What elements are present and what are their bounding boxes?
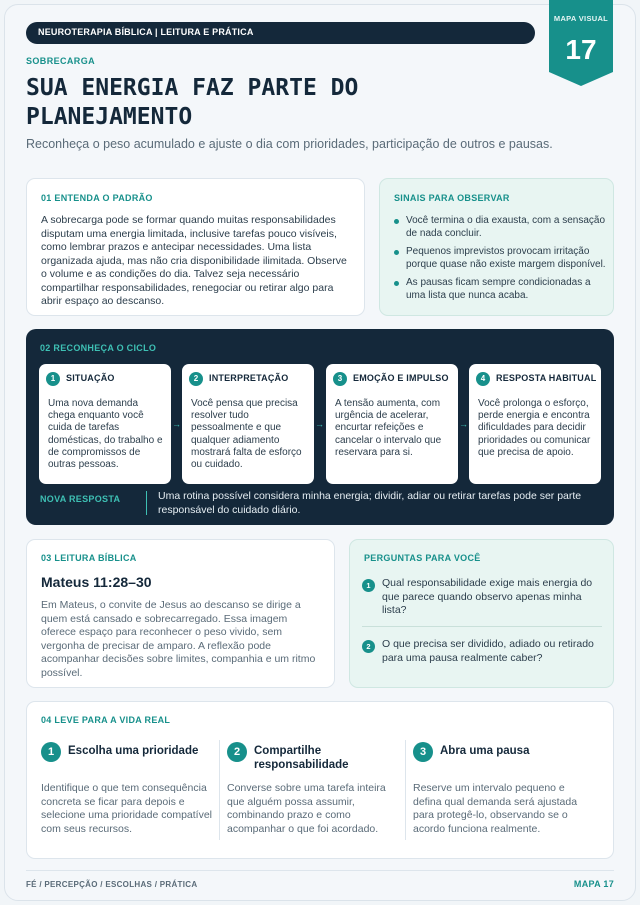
new-response-text: Uma rotina possível considera minha energia; dividir, adiar ou retirar tarefas pode ser parte responsável do cuidado diário.	[158, 490, 582, 516]
bullet-dot-icon	[394, 219, 399, 224]
step-text: Você prolonga o esforço, perde energia e encontra dificuldades para decidir prioridades ou comunicar que precisa de apoio.	[478, 398, 591, 458]
bullet-dot-icon	[394, 281, 399, 286]
cycle-panel	[26, 329, 614, 525]
signs-item: Pequenos imprevistos provocam irritação porque quase não existe margem disponível.	[394, 246, 606, 271]
practice-title: 04 LEVE PARA A VIDA REAL	[41, 715, 171, 725]
arrow-right-icon: →	[459, 419, 468, 429]
step-number: 1	[46, 372, 60, 386]
badge-number: 17	[565, 34, 597, 65]
cycle-step-interpretation	[182, 364, 314, 484]
footer-divider	[26, 870, 614, 871]
new-response-label: NOVA RESPOSTA	[40, 494, 121, 504]
question-text: O que precisa ser dividido, adiado ou retirado para uma pausa realmente caber?	[382, 638, 594, 664]
reading-card	[26, 539, 335, 688]
action-divider	[405, 740, 406, 840]
cycle-step-emotion	[326, 364, 458, 484]
signs-list	[394, 215, 606, 309]
kicker: SOBRECARGA	[26, 56, 96, 66]
arrow-right-icon: →	[315, 419, 324, 429]
cycle-step-situation	[39, 364, 171, 484]
footer-tags: FÉ / PERCEPÇÃO / ESCOLHAS / PRÁTICA	[26, 880, 198, 889]
pattern-title: 01 ENTENDA O PADRÃO	[41, 193, 153, 203]
step-text: Você pensa que precisa resolver tudo pessoalmente e que qualquer adiamento mostrará falta de esforço ou cuidado.	[191, 398, 302, 471]
signs-item: As pausas ficam sempre condicionadas a uma lista que nunca acaba.	[394, 277, 606, 302]
action-title: Compartilhe responsabilidade	[254, 745, 349, 771]
arrow-right-icon: →	[172, 419, 181, 429]
action-number: 1	[41, 742, 61, 762]
bullet-dot-icon	[394, 250, 399, 255]
action-title: Abra uma pausa	[440, 745, 530, 757]
action-title: Escolha uma prioridade	[68, 745, 199, 757]
step-number: 2	[189, 372, 203, 386]
signs-item: Você termina o dia exausta, com a sensação de nada concluir.	[394, 215, 606, 240]
pattern-text: A sobrecarga pode se formar quando muitas responsabilidades disputam uma energia limitada, inclusive tarefas pouco visíveis, como lembrar prazos e antecipar necessidades. Uma lista organizada ajuda, mas não cria disponibilidade ilimitada. Observe o volume e as condições do dia. Talvez seja necessário compartilhar responsabilidades, renegociar ou retirar algo para abrir espaço ao descanso.	[41, 214, 347, 307]
questions-title: PERGUNTAS PARA VOCÊ	[364, 553, 481, 563]
page-title: SUA ENERGIA FAZ PARTE DO PLANEJAMENTO	[26, 75, 359, 130]
question-text: Qual responsabilidade exige mais energia do que parece quando observo apenas minha lista?	[382, 577, 593, 616]
action-priority	[41, 740, 221, 860]
page-subtitle: Reconheça o peso acumulado e ajuste o dia com prioridades, participação de outros e pausas.	[26, 137, 553, 151]
signs-title: SINAIS PARA OBSERVAR	[394, 193, 510, 203]
step-title: EMOÇÃO E IMPULSO	[353, 373, 449, 383]
step-title: RESPOSTA HABITUAL	[496, 373, 597, 383]
step-title: SITUAÇÃO	[66, 373, 115, 383]
pattern-card	[26, 178, 365, 316]
question-number: 1	[362, 579, 375, 592]
step-text: A tensão aumenta, com urgência de acelerar, encurtar refeições e cancelar o intervalo que reservara para si.	[335, 398, 442, 458]
cycle-title: 02 RECONHEÇA O CICLO	[40, 343, 157, 353]
badge-label: MAPA VISUAL	[553, 14, 609, 23]
header-bar-text: NEUROTERAPIA BÍBLICA | LEITURA E PRÁTICA	[38, 27, 254, 37]
action-text: Converse sobre uma tarefa inteira que alguém possa assumir, combinando prazo e como acompanhar o que foi acordado.	[227, 782, 386, 835]
step-text: Uma nova demanda chega enquanto você cuida de tarefas domésticas, do trabalho e de compromissos de outras pessoas.	[48, 398, 163, 471]
step-number: 4	[476, 372, 490, 386]
action-number: 3	[413, 742, 433, 762]
action-pause	[413, 740, 593, 860]
step-title: INTERPRETAÇÃO	[209, 373, 289, 383]
action-text: Reserve um intervalo pequeno e defina qual demanda será ajustada para protegê-lo, observando se o acordo funciona realmente.	[413, 782, 578, 835]
practice-card	[26, 701, 614, 859]
reading-title: 03 LEITURA BÍBLICA	[41, 553, 137, 563]
signs-card	[379, 178, 614, 316]
step-number: 3	[333, 372, 347, 386]
action-share	[227, 740, 407, 860]
question-number: 2	[362, 640, 375, 653]
action-number: 2	[227, 742, 247, 762]
new-response-divider	[146, 491, 147, 515]
map-badge	[549, 0, 613, 86]
questions-card	[349, 539, 614, 688]
footer-page-label: MAPA 17	[573, 879, 614, 889]
scripture-reference: Mateus 11:28–30	[41, 574, 152, 590]
cycle-step-response	[469, 364, 601, 484]
reading-text: Em Mateus, o convite de Jesus ao descanso se dirige a quem está cansado e sobrecarregado. Essa imagem oferece espaço para reconhecer o peso vivido, sem vergonha de precisar de amparo. A reflexão pode acompanhar decisões sobre limites, companhia e um ritmo possível.	[41, 599, 316, 679]
action-text: Identifique o que tem consequência concreta se ficar para depois e selecione uma prioridade compatível com seus recursos.	[41, 782, 213, 835]
action-divider	[219, 740, 220, 840]
question-divider	[362, 626, 602, 627]
header-bar	[26, 22, 535, 44]
